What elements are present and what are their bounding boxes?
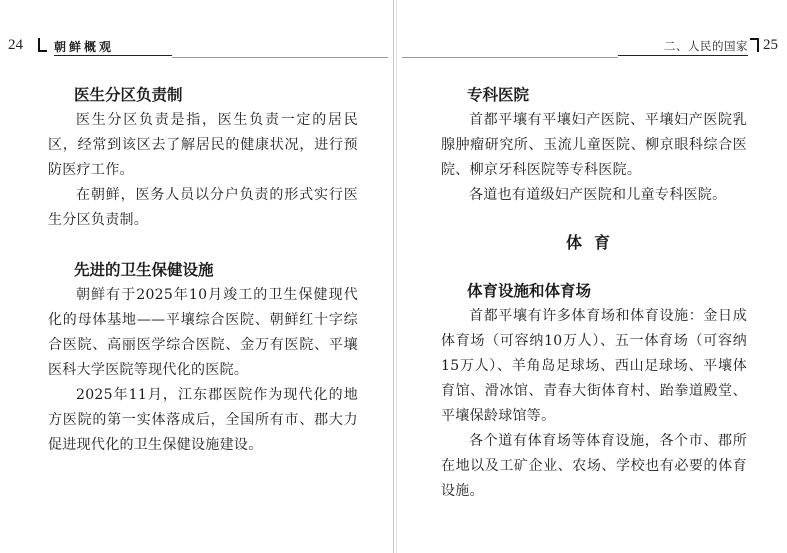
paragraph: 各个道有体育场等体育设施，各个市、郡所在地以及工矿企业、农场、学校也有必要的体育设施。 xyxy=(441,433,747,499)
header-bracket-icon xyxy=(38,38,47,52)
header-bracket-icon xyxy=(750,38,759,52)
chapter-title: 体育 xyxy=(565,233,622,252)
left-header-title: 朝鲜概观 xyxy=(54,40,115,54)
header-rule xyxy=(54,55,172,56)
paragraph: 2025年11月，江东郡医院作为现代化的地方医院的第一实体落成后，全国所有市、郡大力促进现代化的卫生保健设施建设。 xyxy=(48,387,358,453)
paragraph: 医生分区负责是指，医生负责一定的居民区，经常到该区去了解居民的健康状况，进行预防医疗工作。 xyxy=(48,112,358,178)
paragraph: 首都平壤有平壤妇产医院、平壤妇产医院乳腺肿瘤研究所、玉流儿童医院、柳京眼科综合医院、柳京牙科医院等专科医院。 xyxy=(441,112,747,178)
left-running-header xyxy=(8,36,386,58)
section-heading: 专科医院 xyxy=(467,85,530,104)
header-rule-thin xyxy=(172,57,388,58)
paragraph: 朝鲜有于2025年10月竣工的卫生保健现代化的母体基地——平壤综合医院、朝鲜红十字综合医院、高丽医学综合医院、金万有医院、平壤医科大学医院等现代化的医院。 xyxy=(48,287,358,378)
right-page-body xyxy=(441,82,747,504)
page-gutter xyxy=(393,0,394,553)
right-running-header xyxy=(402,36,778,58)
section-heading: 医生分区负责制 xyxy=(74,85,183,104)
left-page-body xyxy=(48,82,358,458)
paragraph: 各道也有道级妇产医院和儿童专科医院。 xyxy=(469,187,727,203)
left-page-number: 24 xyxy=(8,37,23,53)
section-heading: 先进的卫生保健设施 xyxy=(74,260,214,279)
paragraph: 首都平壤有许多体育场和体育设施：金日成体育场（可容纳10万人）、五一体育场（可容纳15万人）、羊角岛足球场、西山足球场、平壤体育馆、滑冰馆、青春大街体育村、跆拳道殿堂、平壤保龄球馆等。 xyxy=(441,308,747,424)
right-page-number: 25 xyxy=(763,37,778,53)
section-heading: 体育设施和体育场 xyxy=(467,281,592,300)
header-rule-thin xyxy=(402,57,618,58)
header-rule xyxy=(618,55,748,56)
page-gutter-shadow xyxy=(396,0,397,553)
paragraph: 在朝鲜，医务人员以分户负责的形式实行医生分区负责制。 xyxy=(48,187,358,228)
right-header-title: 二、人民的国家 xyxy=(664,39,748,53)
